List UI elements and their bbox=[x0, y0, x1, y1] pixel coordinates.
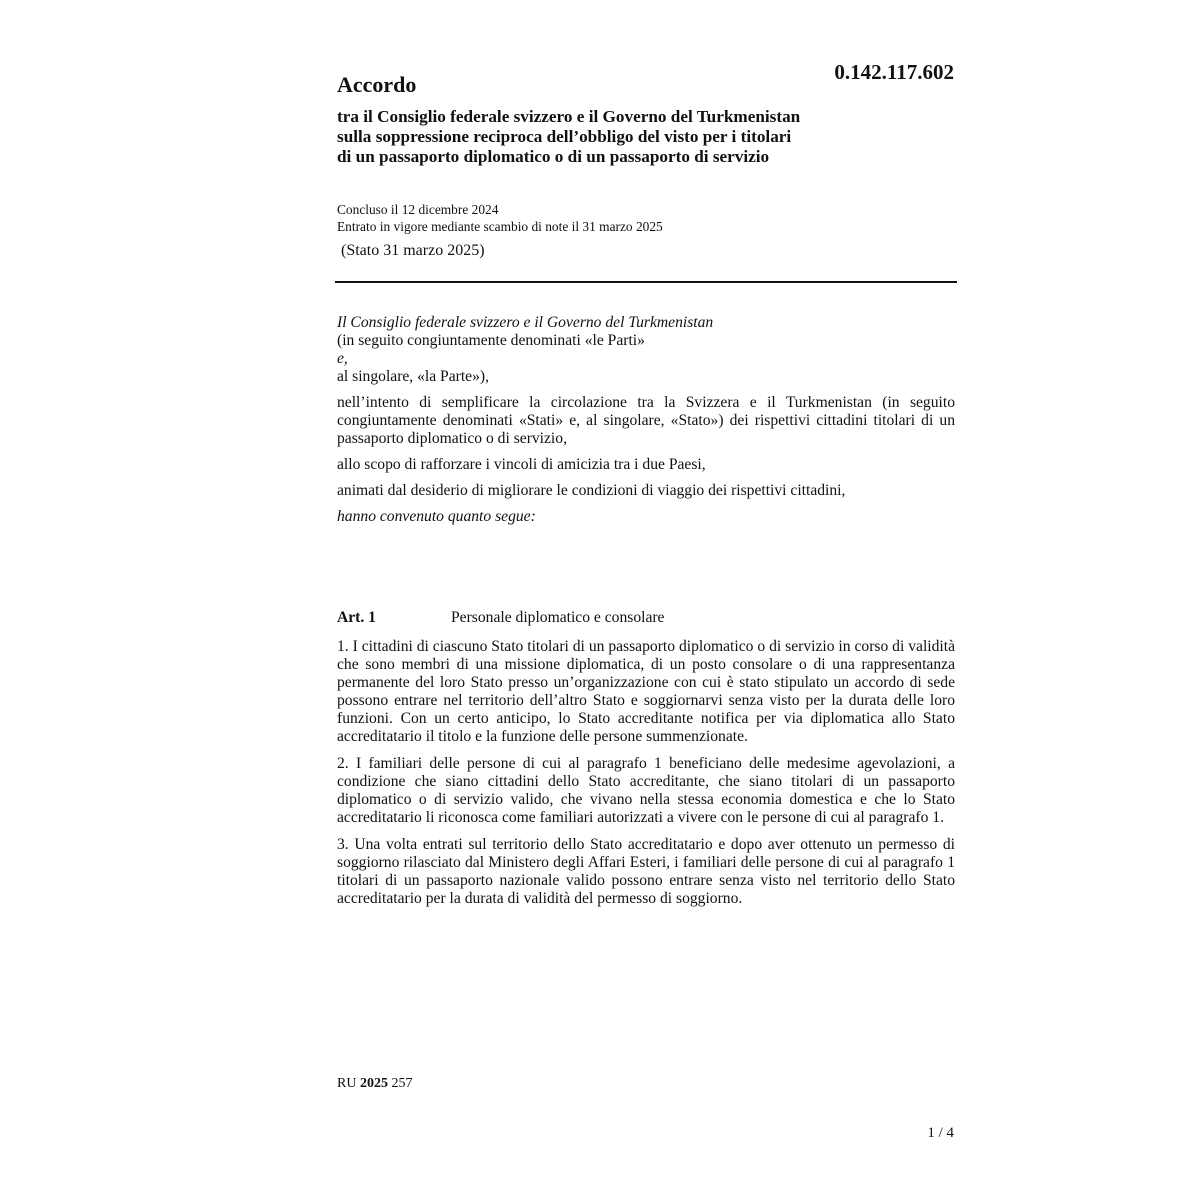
preamble-desire: animati dal desiderio di migliorare le condizioni di viaggio dei rispettivi cittadini, bbox=[337, 482, 846, 499]
subtitle-line: sulla soppressione reciproca dell’obbligo del visto per i titolari bbox=[337, 127, 792, 146]
concluded-date: Concluso il 12 dicembre 2024 bbox=[337, 202, 499, 217]
sr-number: 0.142.117.602 bbox=[834, 60, 954, 84]
document-meta bbox=[337, 202, 663, 235]
article-1-body bbox=[337, 638, 955, 917]
subtitle-line: di un passaporto diplomatico o di un passaporto di servizio bbox=[337, 147, 770, 166]
document-page bbox=[337, 0, 957, 1200]
ru-prefix: RU bbox=[337, 1076, 357, 1091]
article-1-heading bbox=[337, 609, 955, 627]
status-date: (Stato 31 marzo 2025) bbox=[341, 242, 485, 259]
document-title: Accordo bbox=[337, 72, 417, 97]
preamble-parties: Il Consiglio federale svizzero e il Governo del Turkmenistan bbox=[337, 314, 714, 331]
article-title: Personale diplomatico e consolare bbox=[451, 609, 665, 626]
in-force-date: Entrato in vigore mediante scambio di note il 31 marzo 2025 bbox=[337, 218, 663, 234]
preamble-parties-singular: al singolare, «la Parte»), bbox=[337, 368, 489, 385]
preamble-intent: nell’intento di semplificare la circolazione tra la Svizzera e il Turkmenistan (in seguito congiuntamente denominati «Stati» e, al singolare, «Stato») dei rispettivi cittadini titolari di un passaporto diplomatico o di servizio, bbox=[337, 394, 955, 447]
ru-year: 2025 bbox=[359, 1076, 388, 1091]
article-paragraph: 3. Una volta entrati sul territorio dello Stato accreditatario e dopo aver ottenuto un permesso di soggiorno rilasciato dal Ministero degli Affari Esteri, i familiari delle persone di cui al paragrafo 1 titolari di un passaporto nazionale valido possono entrare senza visto nel territorio dello Stato accreditatario per la durata di validità del permesso di soggiorno. bbox=[337, 836, 955, 907]
preamble-agreed: hanno convenuto quanto segue: bbox=[337, 508, 536, 525]
subtitle-line: tra il Consiglio federale svizzero e il Governo del Turkmenistan bbox=[337, 107, 801, 126]
preamble bbox=[337, 314, 955, 526]
official-compilation-reference bbox=[337, 1076, 412, 1092]
preamble-conjunction: e, bbox=[337, 350, 348, 367]
header-divider bbox=[335, 281, 957, 283]
ru-page: 257 bbox=[391, 1076, 413, 1091]
preamble-parties-joint: (in seguito congiuntamente denominati «le Parti» bbox=[337, 332, 645, 349]
article-number: Art. 1 bbox=[337, 609, 376, 626]
article-paragraph: 1. I cittadini di ciascuno Stato titolari di un passaporto diplomatico o di servizio in corso di validità che sono membri di una missione diplomatica, di un posto consolare o di una rappresentanza permanente del loro Stato presso un’organizzazione con cui è stato stipulato un accordo di sede possono entrare nel territorio dell’altro Stato e soggiornarvi senza visto per la durata delle loro funzioni. Con un certo anticipo, lo Stato accreditante notifica per via diplomatica allo Stato accreditatario il titolo e la funzione delle persone summenzionate. bbox=[337, 638, 955, 745]
preamble-purpose: allo scopo di rafforzare i vincoli di amicizia tra i due Paesi, bbox=[337, 456, 706, 473]
document-subtitle bbox=[337, 107, 937, 167]
article-paragraph: 2. I familiari delle persone di cui al paragrafo 1 beneficiano delle medesime agevolazioni, a condizione che siano cittadini dello Stato accreditante, che siano titolari di un passaporto diplomatico o di servizio valido, che vivano nella stessa economia domestica e che lo Stato accreditatario li riconosca come familiari autorizzati a vivere con le persone di cui al paragrafo 1. bbox=[337, 755, 955, 826]
page-indicator: 1 / 4 bbox=[927, 1125, 954, 1141]
